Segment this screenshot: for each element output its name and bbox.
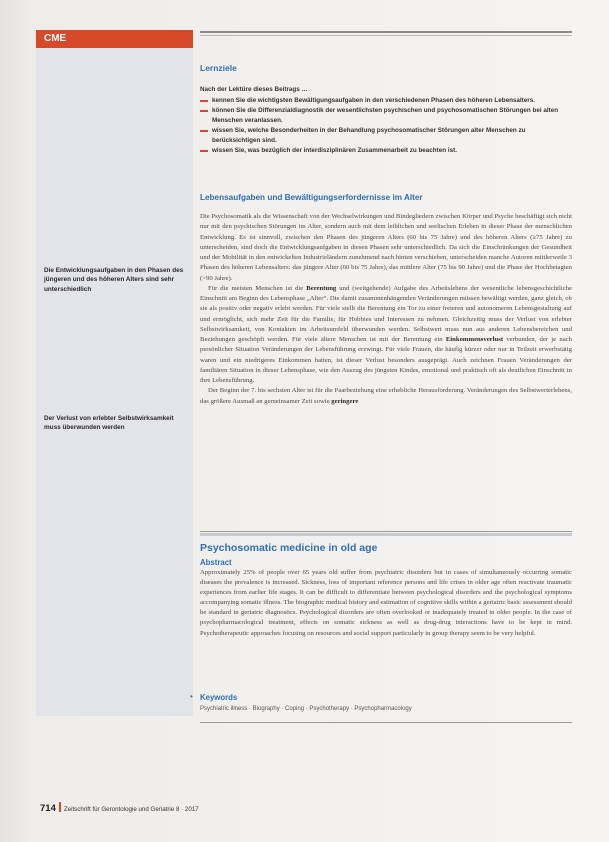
abstract-label: Abstract — [200, 558, 232, 567]
section-tag: CME — [36, 30, 193, 48]
learning-goals-list — [200, 96, 572, 156]
bottom-rule — [200, 722, 572, 723]
margin-note-1: Die Entwicklungsaufgaben in den Phasen des jüngeren und des höheren Alters sind sehr unterschiedlich — [44, 267, 184, 293]
keyword-bold: Berentung — [306, 284, 337, 292]
list-item — [200, 96, 572, 106]
footer — [40, 802, 199, 814]
bullet-dash-icon — [200, 110, 208, 112]
header-rule — [200, 31, 572, 33]
section-title: Lebensaufgaben und Bewältigungserfordernisse im Alter — [200, 193, 423, 202]
body-text — [200, 212, 572, 532]
learning-goals-title: Lernziele — [200, 63, 237, 73]
footer-divider — [59, 802, 61, 812]
text-run: und (weitgehende) Aufgabe des Arbeitslebens der wesentliche lebensgeschichtliche Einschnitt am Beginn des Lebensphase „Alter“. Die damit zusammenhängenden Veränderungen müssen bewältigt werden, ganz gleich, ob sie als positiv oder negativ erlebt werden. Für viele stellt die Berentung ein Tor zu einer freieren und autonomeren Lebensgestaltung auf und ermöglicht, sich mehr Zeit für die Familie, für Hobbies und Interessen zu nehmen. Gleichzeitig muss der Verlust von erlebter Selbstwirksamkeit, von Kontakten im Arbeitsumfeld überwunden werden. Selbstwert muss nun aus anderen Lebensbereichen und Beziehungen geschöpft werden. Für viele ältere Menschen ist mit der Berentung ein — [200, 284, 572, 343]
abstract-band — [200, 533, 572, 536]
learning-goals-intro: Nach der Lektüre dieses Beitrags … — [200, 86, 308, 93]
list-item — [200, 106, 572, 125]
text-run: Der Beginn der 7. bis sechsten Alter ist für die Paarbeziehung eine erhebliche Herausforderung. Veränderungen des Selbstwerterlebens, das größere Ausmaß an gemeinsamer Zeit sowie — [200, 387, 572, 405]
bullet-dash-icon — [200, 150, 208, 152]
keywords-label: Keywords — [200, 693, 238, 702]
keywords-text: Psychiatric illness · Biography · Coping · Psychotherapy · Psychopharmacology — [200, 706, 412, 712]
goal-text: wissen Sie, was bezüglich der interdisziplinären Zusammenarbeit zu beachten ist. — [212, 146, 457, 154]
paragraph: Die Psychosomatik als die Wissenschaft von der Wechselwirkungen und Bindegliedern zwischen Körper und Psyche beschäftigt sich nicht nur mit den psychischen Störungen im Alter, sondern auch mit dem leiblichen und seelischen Erleben in dieser Phase der menschlichen Entwicklung. Es ist sinnvoll, zwischen den Phasen des jüngeren Alters (60 bis 75 Jahre) und des höheren Alters (≥75 Jahre) zu unterscheiden, sind doch die Entwicklungsaufgaben in diesen Phasen sehr unterschiedlich. Da sich die Einschränkungen der Gesundheit und der Mobilität in den entwickelten Industrieländern zunehmend nach hinten verschieben, unterscheiden manche Autoren mittlerweile 3 Phasen des höheren Lebensalters: das jüngere Alter (60 bis 75 Jahre), das mittlere Alter (75 bis 90 Jahre) und die Phase der Hochbetagten (>90 Jahre). — [200, 213, 572, 282]
margin-note-2: Der Verlust von erlebter Selbstwirksamkeit muss überwunden werden — [44, 415, 174, 432]
goal-text: kennen Sie die wichtigsten Bewältigungsaufgaben in den verschiedenen Phasen des höheren Lebensalters. — [212, 97, 535, 104]
list-item — [200, 126, 572, 145]
paragraph — [200, 284, 572, 387]
goal-text: können Sie die Differenzialdiagnostik der wesentlichsten psychischen und psychosomatischen Störungen bei alten Menschen veranlassen. — [212, 107, 559, 124]
sidebar-panel — [36, 30, 193, 716]
scan-mark-icon: • — [190, 692, 193, 701]
bullet-dash-icon — [200, 100, 208, 102]
bullet-dash-icon — [200, 130, 208, 132]
keyword-bold: geringere — [331, 397, 359, 405]
page-number: 714 — [40, 803, 56, 814]
keyword-bold: Einkommensverlust — [445, 336, 504, 343]
english-title: Psychosomatic medicine in old age — [200, 542, 378, 554]
header-rule-thin — [200, 35, 572, 36]
journal-name: Zeitschrift für Gerontologie und Geriatrie 8 · 2017 — [63, 806, 199, 813]
text-run: verbunden, der je nach persönlicher Situation Veränderungen der Lebensführung erzwingt. Für viele Frauen, die häufig kürzer oder nur in Teilzeit erwerbstätig waren und ein niedrigeres Einkommen hatten, ist dieser Verlust besonders ausgeprägt. Auch zeichnen Frauen Veränderungen der familiären Situation in dieser Lebensphase, wie den Auszug des jüngsten Kindes, emotional und praktisch oft als deutlichen Einschnitt in ihre Lebensführung. — [200, 336, 572, 384]
abstract-text: Approximately 25% of people over 65 years old suffer from psychiatric disorders but in cases of simultaneously occurring somatic diseases the prevalence is increased. Sickness, loss of important reference persons and life crises in older age often reactivate traumatic experiences from earlier life stages. It can be difficult to differentiate between psychological disorders and the psychological symptoms accompanying somatic illness. The biographic medical history and estimation of cognitive skills within a geriatric basic assessment should be standard in geriatric diagnostics. Psychological disorders are often overlooked or inadequately treated in older people. In the case of psychopharmacological treatment, effects on somatic sickness as well as drug-drug interactions have to be kept in mind. Psychotherapeutic approaches focusing on resources and social support particularly in group therapy seem to be very helpful. — [200, 569, 572, 637]
abstract-rule — [200, 531, 572, 532]
list-item — [200, 146, 572, 156]
paragraph — [200, 386, 572, 407]
text-run: Für die meisten Menschen ist die — [208, 284, 307, 292]
goal-text: wissen Sie, welche Besonderheiten in der Behandlung psychosomatischer Störungen alter Menschen zu berücksichtigen sind. — [212, 126, 526, 144]
